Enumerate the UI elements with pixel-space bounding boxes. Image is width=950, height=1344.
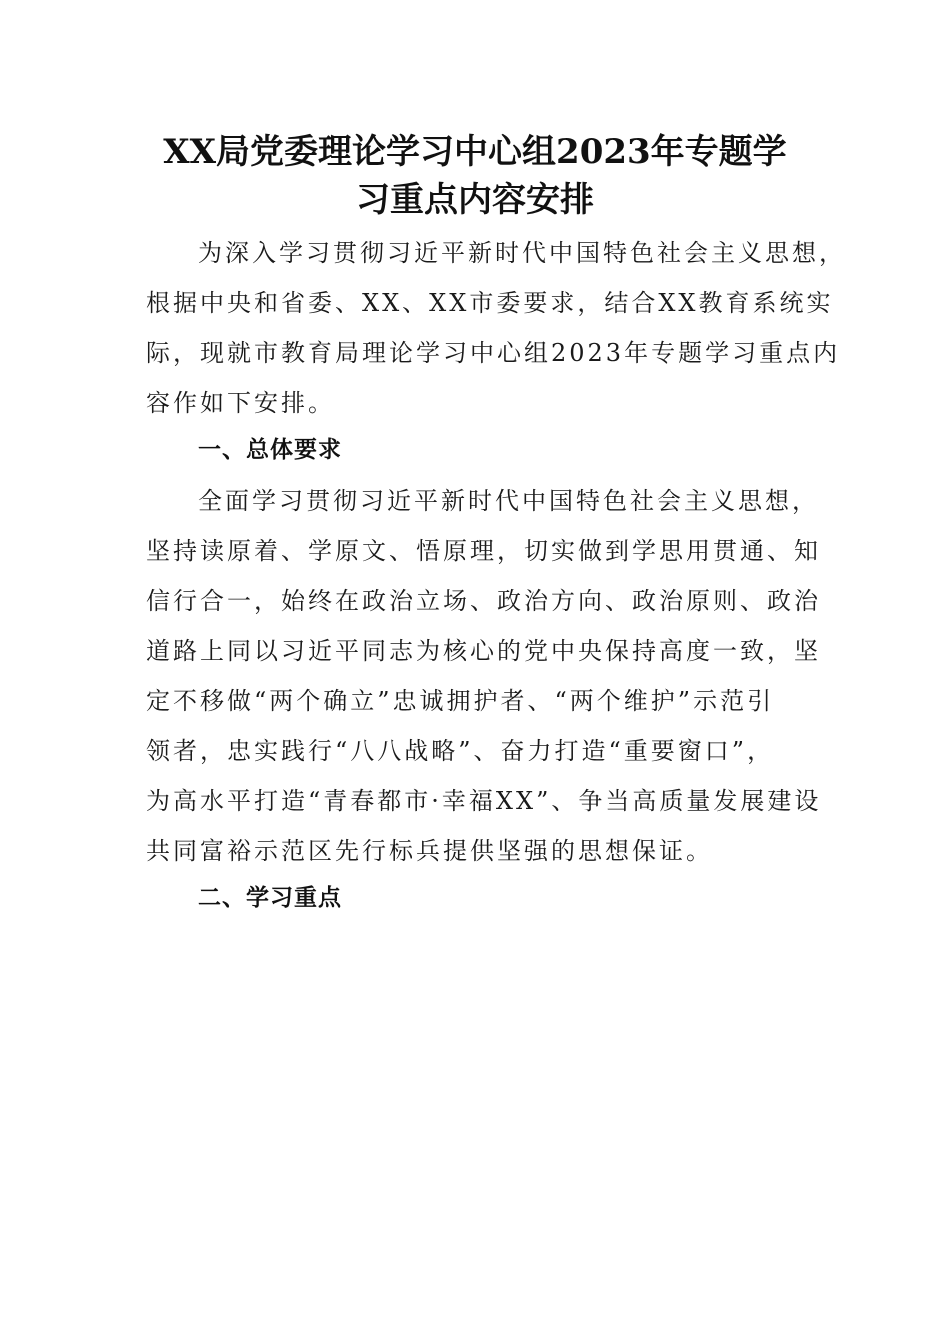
paragraph-line: 定不移做“两个确立”忠诚拥护者、“两个维护”示范引 bbox=[146, 687, 775, 715]
section-heading-2: 二、学习重点 bbox=[198, 885, 342, 911]
paragraph-line: 全面学习贯彻习近平新时代中国特色社会主义思想， bbox=[198, 487, 819, 515]
paragraph-line: 为深入学习贯彻习近平新时代中国特色社会主义思想， bbox=[198, 239, 846, 267]
paragraph-line: 为高水平打造“青春都市·幸福XX”、争当高质量发展建设 bbox=[146, 787, 822, 815]
document-title bbox=[140, 128, 810, 224]
paragraph-line: 信行合一，始终在政治立场、政治方向、政治原则、政治 bbox=[146, 587, 821, 615]
paragraph-line: 容作如下安排。 bbox=[146, 389, 335, 417]
section-heading-1: 一、总体要求 bbox=[198, 437, 342, 463]
paragraph-line: 际，现就市教育局理论学习中心组2023年专题学习重点内 bbox=[146, 339, 841, 367]
paragraph-line: 领者，忠实践行“八八战略”、奋力打造“重要窗口”， bbox=[146, 737, 775, 765]
paragraph-line: 坚持读原着、学原文、悟原理，切实做到学思用贯通、知 bbox=[146, 537, 821, 565]
title-line-2: 习重点内容安排 bbox=[356, 180, 594, 220]
paragraph-line: 根据中央和省委、XX、XX市委要求，结合XX教育系统实 bbox=[146, 289, 834, 317]
paragraph-line: 道路上同以习近平同志为核心的党中央保持高度一致，坚 bbox=[146, 637, 821, 665]
intro-paragraph bbox=[146, 228, 846, 428]
section1-paragraph bbox=[146, 476, 822, 876]
title-line-1: XX局党委理论学习中心组2023年专题学 bbox=[163, 132, 787, 172]
paragraph-line: 共同富裕示范区先行标兵提供坚强的思想保证。 bbox=[146, 837, 713, 865]
